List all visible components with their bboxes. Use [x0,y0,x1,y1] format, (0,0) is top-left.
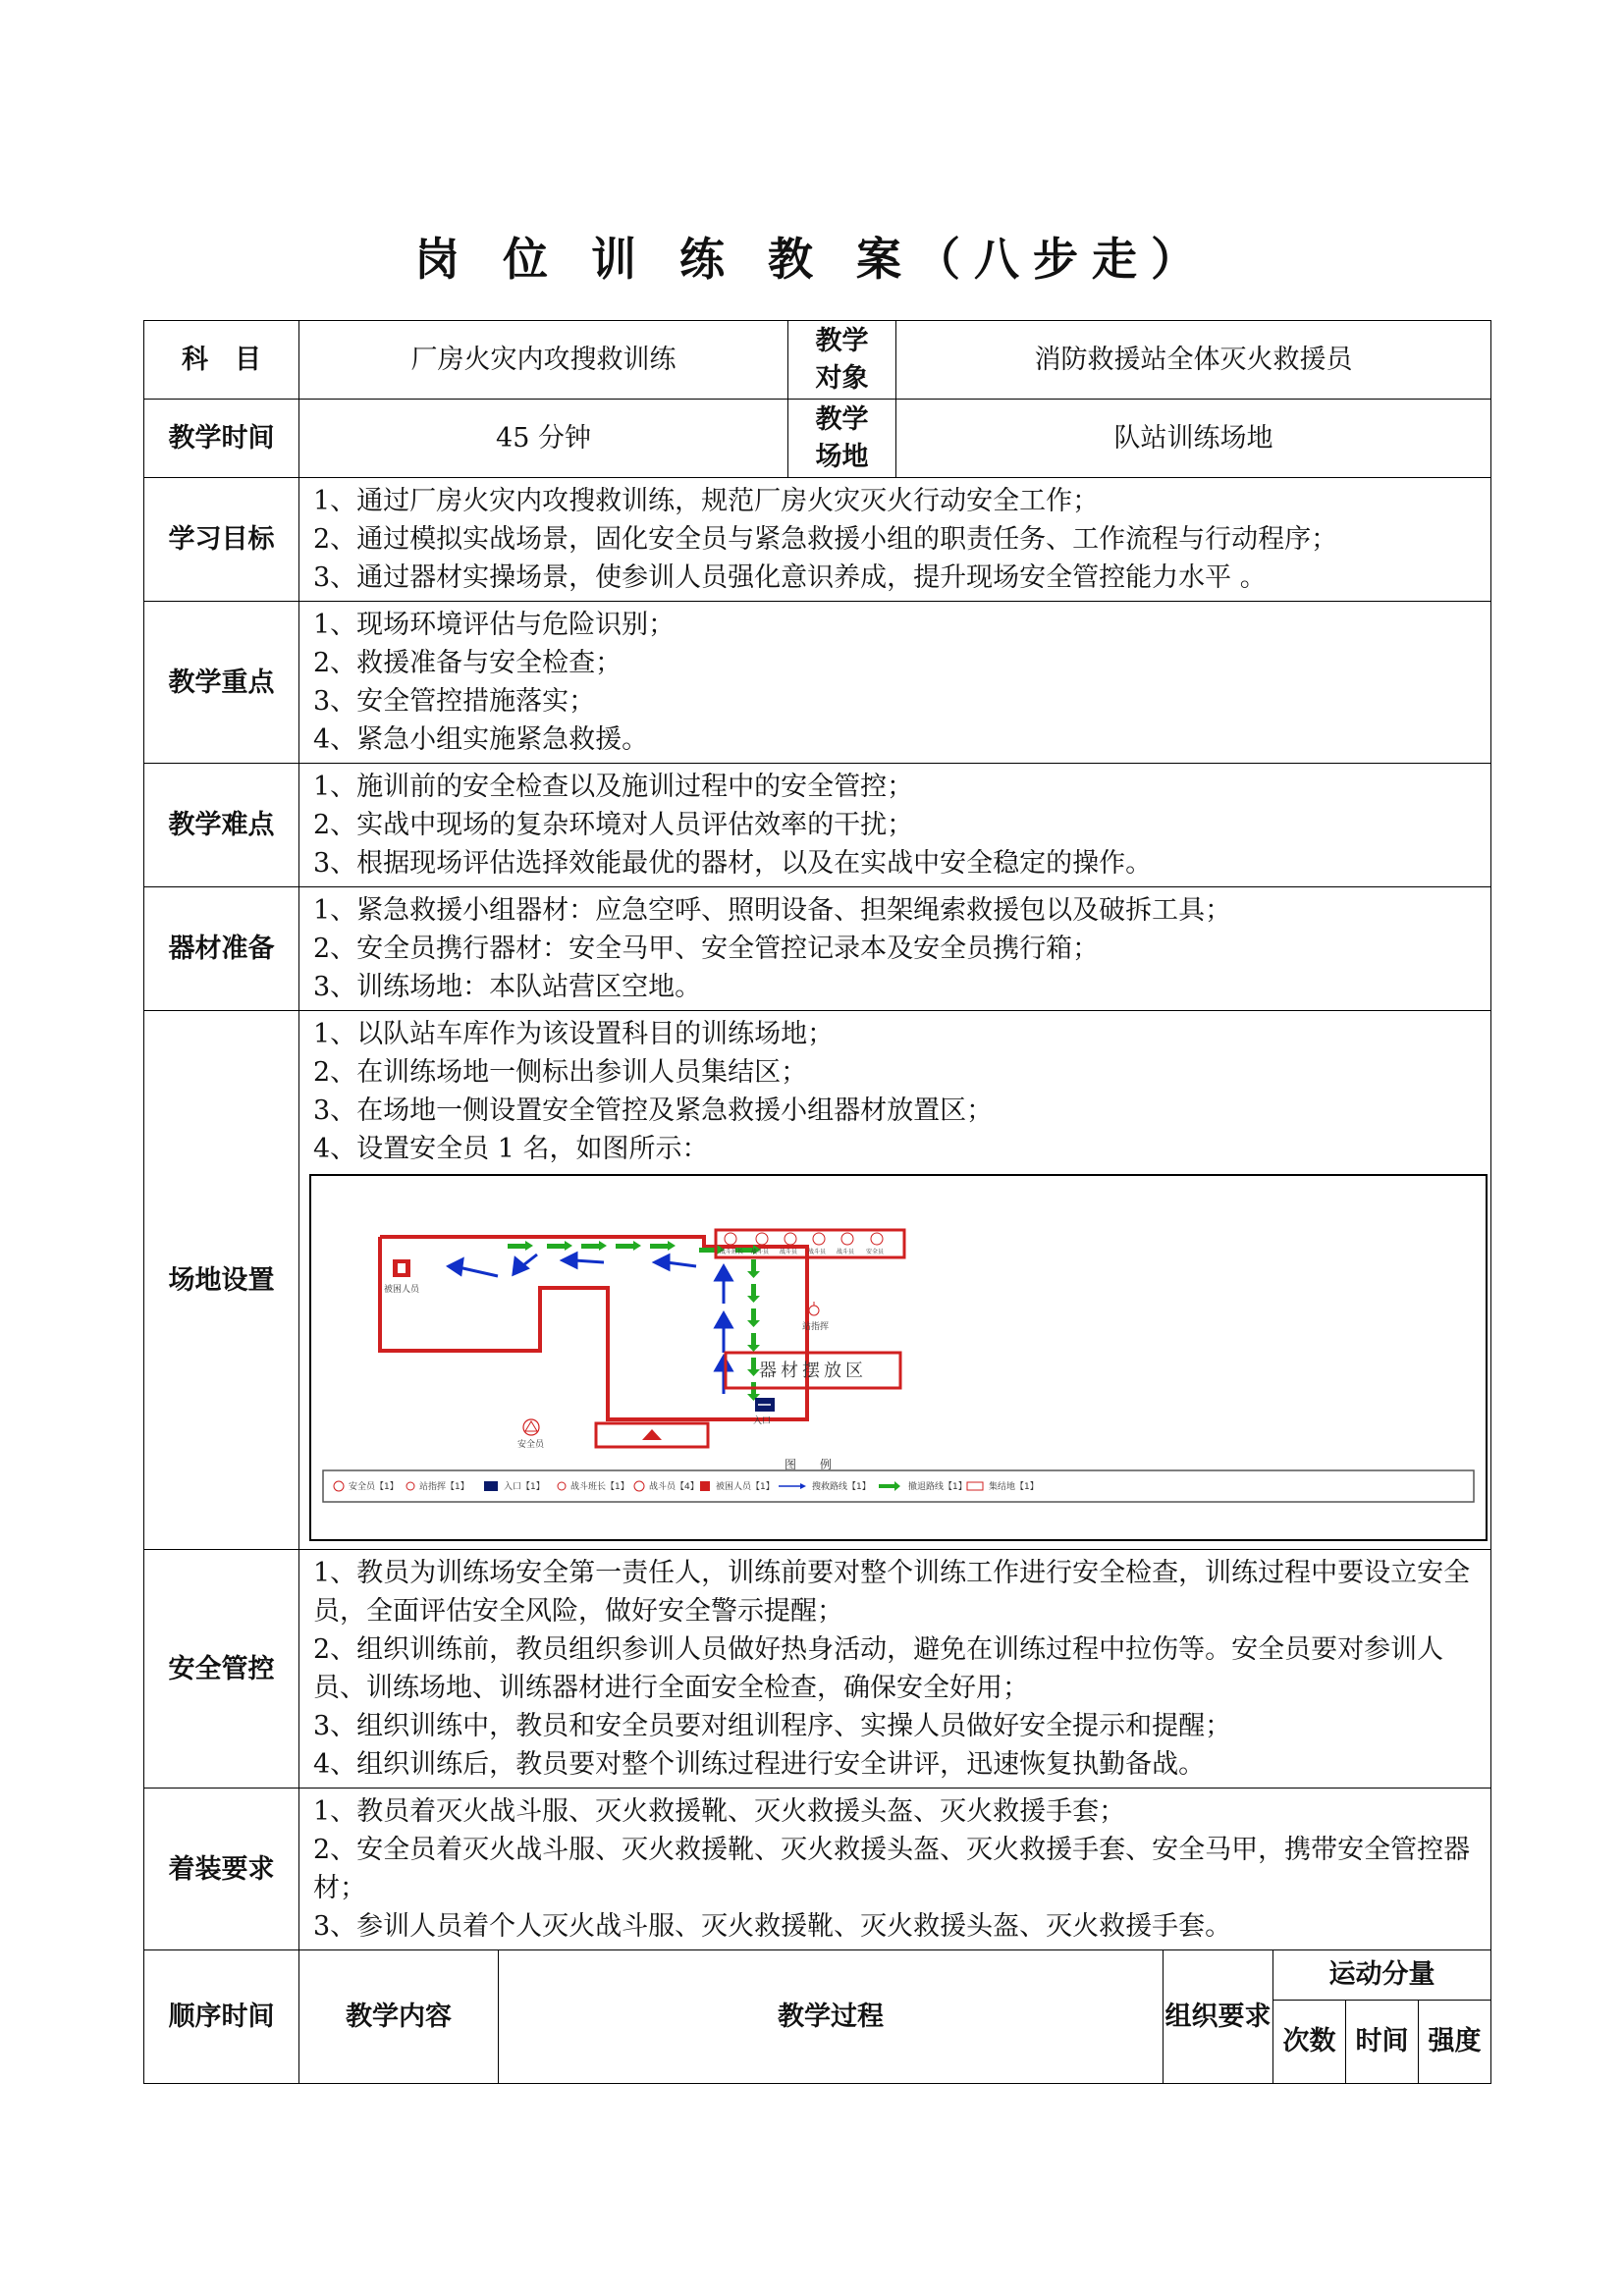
list-item: 2、实战中现场的复杂环境对人员评估效率的干扰； [313,810,914,840]
svg-text:战斗员: 战斗员 [751,1249,770,1255]
trapped-person-icon [393,1259,410,1277]
section-items [299,1011,1491,1550]
commander-icon [809,1302,819,1315]
legend-item: 战斗员【4】 [649,1482,699,1492]
target-label: 教学对象 [788,321,896,400]
section-label: 教学重点 [144,602,299,764]
list-item: 3、组织训练中，教员和安全员要对组训程序、实操人员做好安全提示和提醒； [313,1711,1232,1741]
list-item: 2、安全员着灭火战斗服、灭火救援靴、灭火救援头盔、灭火救援手套、安全马甲，携带安全管控器材； [313,1835,1471,1903]
duration-header: 时间 [1346,2001,1419,2083]
list-item: 1、紧急救援小组器材：应急空呼、照明设备、担架绳索救援包以及破拆工具； [313,895,1232,926]
assembly-area [596,1423,708,1447]
assembly-area-icon [967,1482,983,1490]
list-item: 1、以队站车库作为该设置科目的训练场地； [313,1019,835,1049]
content-header: 教学内容 [299,1950,499,2084]
list-item: 2、通过模拟实战场景，固化安全员与紧急救援小组的职责任务、工作流程与行动程序； [313,524,1338,555]
legend-items [334,1480,1039,1492]
count-header: 次数 [1273,2001,1346,2083]
intensity-header: 强度 [1428,2026,1482,2056]
row-site-setup [144,1011,1491,1550]
section-items [299,887,1491,1011]
list-item: 1、教员着灭火战斗服、灭火救援靴、灭火救援头盔、灭火救援手套； [313,1796,1126,1827]
list-item: 3、安全管控措施落实； [313,686,596,717]
time-value: 45 分钟 [299,400,788,478]
row-dress-code [144,1789,1491,1950]
team-member-icons [725,1233,883,1245]
commander-label: 站指挥 [802,1322,830,1332]
subject-label: 科 目 [144,321,299,400]
section-label: 教学难点 [144,764,299,887]
section-label: 安全管控 [144,1550,299,1789]
building-outline [380,1237,807,1419]
row-difficulties [144,764,1491,887]
section-items [299,478,1491,602]
list-item: 3、训练场地：本队站营区空地。 [313,972,702,1002]
legend-item: 集结地【1】 [989,1482,1039,1492]
list-item: 3、参训人员着个人灭火战斗服、灭火救援靴、灭火救援头盔、灭火救援手套。 [313,1911,1232,1942]
svg-text:战斗员: 战斗员 [837,1249,855,1255]
legend-item: 安全员【1】 [349,1482,399,1492]
retreat-route-icon [879,1484,894,1488]
process-header: 教学过程 [499,1950,1164,2084]
list-item: 4、设置安全员 1 名，如图所示： [313,1134,709,1164]
squad-leader-icon [558,1482,566,1490]
row-time [144,400,1491,478]
row-safety-control [144,1550,1491,1789]
exercise-load-header [1273,1950,1491,2084]
section-label: 学习目标 [144,478,299,602]
legend-item: 站指挥【1】 [419,1482,469,1492]
legend-item: 撤退路线【1】 [908,1482,967,1492]
row-objectives [144,478,1491,602]
list-item: 1、教员为训练场安全第一责任人，训练前要对整个训练工作进行安全检查，训练过程中要设立安全员，全面评估安全风险，做好安全警示提醒； [313,1558,1471,1627]
svg-text:战斗班长: 战斗班长 [720,1249,744,1255]
section-items [299,1550,1491,1789]
section-label: 着装要求 [144,1789,299,1950]
legend-item: 战斗班长【1】 [570,1482,629,1492]
lesson-plan-table [143,320,1491,2084]
safety-officer-icon [334,1481,344,1491]
equipment-area-label: 器材摆放区 [759,1361,867,1381]
svg-text:战斗员: 战斗员 [780,1249,798,1255]
search-route [449,1254,731,1394]
firefighter-icon [634,1481,644,1491]
list-item: 3、根据现场评估选择效能最优的器材，以及在实战中安全稳定的操作。 [313,848,1153,879]
venue-label: 教学场地 [788,400,896,478]
legend-item: 被困人员【1】 [716,1482,775,1492]
list-item: 2、安全员携行器材：安全马甲、安全管控记录本及安全员携行箱； [313,934,1100,964]
svg-text:安全员: 安全员 [866,1249,885,1255]
list-item: 3、通过器材实操场景，使参训人员强化意识养成，提升现场安全管控能力水平 。 [313,562,1267,593]
row-subject [144,321,1491,400]
subject-value: 厂房火灾内攻搜救训练 [299,321,788,400]
svg-text:战斗员: 战斗员 [808,1249,827,1255]
site-diagram [309,1174,1488,1541]
section-label: 器材准备 [144,887,299,1011]
row-equipment [144,887,1491,1011]
section-items [299,602,1491,764]
section-label: 场地设置 [144,1011,299,1550]
section-items [299,764,1491,887]
list-item: 3、在场地一侧设置安全管控及紧急救援小组器材放置区； [313,1095,994,1126]
row-schedule-header [144,1950,1491,2084]
list-item: 1、现场环境评估与危险识别； [313,610,676,640]
list-item: 4、组织训练后，教员要对整个训练过程进行安全讲评，迅速恢复执勤备战。 [313,1749,1206,1780]
site-diagram-svg [311,1176,1486,1539]
list-item: 1、施训前的安全检查以及施训过程中的安全管控； [313,772,914,802]
list-item: 2、组织训练前，教员组织参训人员做好热身活动，避免在训练过程中拉伤等。安全员要对参训人员、训练场地、训练器材进行全面安全检查，确保安全好用； [313,1634,1444,1703]
order-time-header: 顺序时间 [144,1950,299,2084]
entrance-label: 入口 [753,1416,772,1426]
safety-officer-label: 安全员 [517,1440,545,1450]
legend-item: 搜救路线【1】 [812,1482,871,1492]
list-item: 2、在训练场地一侧标出参训人员集结区； [313,1057,808,1088]
venue-value: 队站训练场地 [896,400,1491,478]
document-title: 岗 位 训 练 教 案（八步走） [413,233,1211,286]
organization-header: 组织要求 [1164,1950,1273,2084]
trapped-label: 被困人员 [384,1285,420,1295]
row-key-points [144,602,1491,764]
legend-item: 入口【1】 [504,1482,545,1492]
commander-icon [406,1482,414,1490]
entrance-icon [484,1481,498,1491]
safety-officer-icon [523,1419,539,1435]
time-label: 教学时间 [144,400,299,478]
load-title: 运动分量 [1273,1950,1490,2001]
section-items [299,1789,1491,1950]
trapped-person-icon [700,1481,710,1491]
list-item: 2、救援准备与安全检查； [313,648,623,678]
target-value: 消防救援站全体灭火救援员 [896,321,1491,400]
list-item: 1、通过厂房火灾内攻搜救训练，规范厂房火灾灭火行动安全工作； [313,486,1100,516]
entrance-icon [755,1398,775,1412]
legend-title: 图 例 [785,1458,833,1471]
list-item: 4、紧急小组实施紧急救援。 [313,724,649,755]
